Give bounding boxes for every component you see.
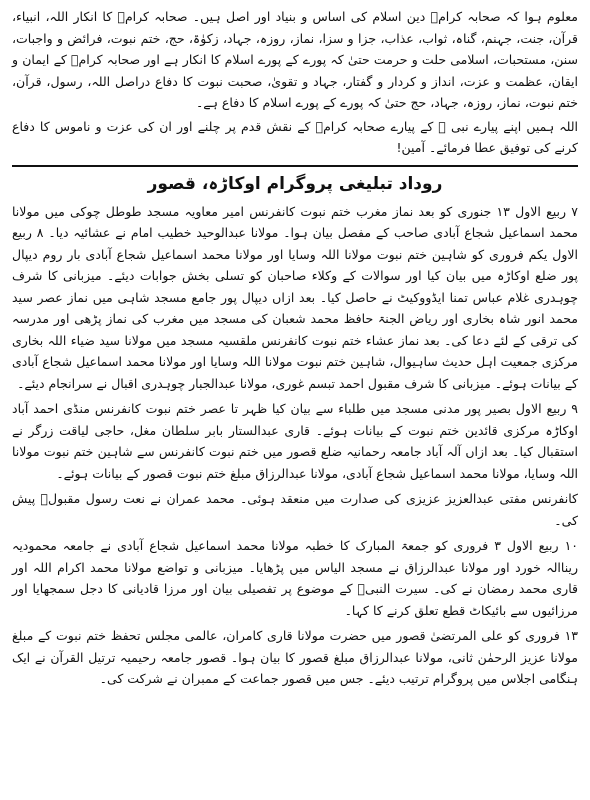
- intro-paragraph: معلوم ہوا کہ صحابہ کرامؓ دین اسلام کی اساس و بنیاد اور اصل ہیں۔ صحابہ کرامؓ کا انکار اللہ، انبیاء، قرآن، جنت، جہنم، گناہ، ثواب، عذاب، جزا و سزا، نماز، روزہ، جہاد، زکوٰۃ، حج، ختم نبوت، فرائض و واجبات، سنن، مستحبات، اسلامی حلت و حرمت حتیٰ کہ پورے کے پورے اسلام کا انکار ہے اور صحابہ کرامؓ کے ایمان و ایقان، عظمت و عزت، انداز و کردار و گفتار، جہاد و تقویٰ، صحبت نبوت کا دفاع دراصل اللہ، رسول، قرآن، ختم نبوت، نماز، روزہ، جہاد، حج حتیٰ کہ پورے کے پورے اسلام کا دفاع ہے۔: [12, 9, 578, 110]
- section-heading: روداد تبلیغی پروگرام اوکاڑہ، قصور: [147, 173, 443, 194]
- report-paragraph: ۱۳ فروری کو علی المرتضیٰ قصور میں حضرت مولانا قاری کامران، عالمی مجلس تحفظ ختم نبوت کے مبلغ مولانا عزیز الرحمٰن ثانی، مولانا عبدالرزاق مبلغ قصور کا بیان ہوا۔ قصور جامعہ رحیمیہ ترتیل القرآن نے ایک ہنگامی اجلاس میں پروگرام ترتیب دیئے۔ جس میں قصور جماعت کے ممبران نے شرکت کی۔: [12, 628, 578, 686]
- report-paragraph: ۷ ربیع الاول ۱۳ جنوری کو بعد نماز مغرب ختم نبوت کانفرنس امیر معاویہ مسجد طوطل چوکی میں مولانا محمد اسماعیل شجاع آبادی صاحب کے مفصل بیان ہوا۔ مولانا عبدالوحید خطیب امام نے عشائیہ دیا۔ ۸ ربیع الاول یکم فروری کو شاہین ختم نبوت مولانا اللہ وسایا اور مولانا محمد اسماعیل شجاع آبادی بار روم دیپال پور ضلع اوکاڑہ میں بیان کیا اور سوالات کے وکلاء صاحبان کو تسلی بخش جوابات دیئے۔ میزبانی کا شرف چوہدری غلام عباس تمنا ایڈووکیٹ نے حاصل کیا۔ بعد ازاں دیپال پور جامع مسجد شاہی میں نماز عصر سید محمد انور شاہ بخاری اور ریاض الجنۃ حافظ محمد شعبان کی مسجد میں مغرب کی نماز پڑھی اور مدرسہ کی ترقی کے لئے دعا کی۔ بعد نماز عشاء ختم نبوت کانفرنس ملقسیہ مسجد میں مولانا سید ضیاء اللہ بخاری مرکزی جمعیت اہل حدیث ساہیوال، شاہین ختم نبوت مولانا اللہ وسایا اور مولانا محمد اسماعیل شجاع آبادی کے بیانات ہوئے۔ میزبانی کا شرف مقبول احمد تبسم غوری، مولانا عبدالجبار چوہدری اقبال نے سرانجام دیئے۔: [12, 203, 578, 391]
- report-paragraph: ۹ ربیع الاول بصیر پور مدنی مسجد میں طلباء سے بیان کیا ظہر تا عصر ختم نبوت کانفرنس منڈی احمد آباد اوکاڑہ مرکزی قائدین ختم نبوت کے بیانات ہوئے۔ قاری عبدالستار بابر سلطان مغل، حاجی لیاقت زرگر نے استقبال کیا۔ بعد ازاں آلہ آباد جامعہ رحمانیہ ضلع قصور میں ختم نبوت کانفرنس سے شاہین ختم نبوت مولانا اللہ وسایا، مولانا محمد اسماعیل شجاع آبادی، مولانا عبدالرزاق مبلغ ختم نبوت قصور کے بیانات ہوئے۔: [12, 401, 578, 481]
- section-divider: [12, 165, 578, 167]
- dua-paragraph: اللہ ہمیں اپنے پیارے نبی ﷺ کے پیارے صحابہ کرامؓ کے نقش قدم پر چلنے اور ان کی عزت و ناموس کا دفاع کرنے کی توفیق عطا فرمائے۔ آمین!: [12, 118, 578, 155]
- report-body: [12, 201, 578, 690]
- report-paragraph: کانفرنس مفتی عبدالعزیز عزیزی کی صدارت میں منعقد ہوئی۔ محمد عمران نے نعت رسول مقبولؐ پیش کی۔: [12, 491, 578, 528]
- report-paragraph: ۱۰ ربیع الاول ۳ فروری کو جمعۃ المبارک کا خطبہ مولانا محمد اسماعیل شجاع آبادی نے جامعہ محمودیہ ریناالہ خورد اور مولانا عبدالرزاق نے مسجد الیاس میں پڑھایا۔ میزبانی و تواضع مولانا محمد اکرام اللہ اور قاری محمد رمضان نے کی۔ سیرت النبیؐ کے موضوع پر تفصیلی بیان اور مرزا قادیانی کا دجل سمجھایا اور مرزائیوں سے بائیکاٹ قطع تعلق کرنے کا کہا۔: [12, 538, 578, 618]
